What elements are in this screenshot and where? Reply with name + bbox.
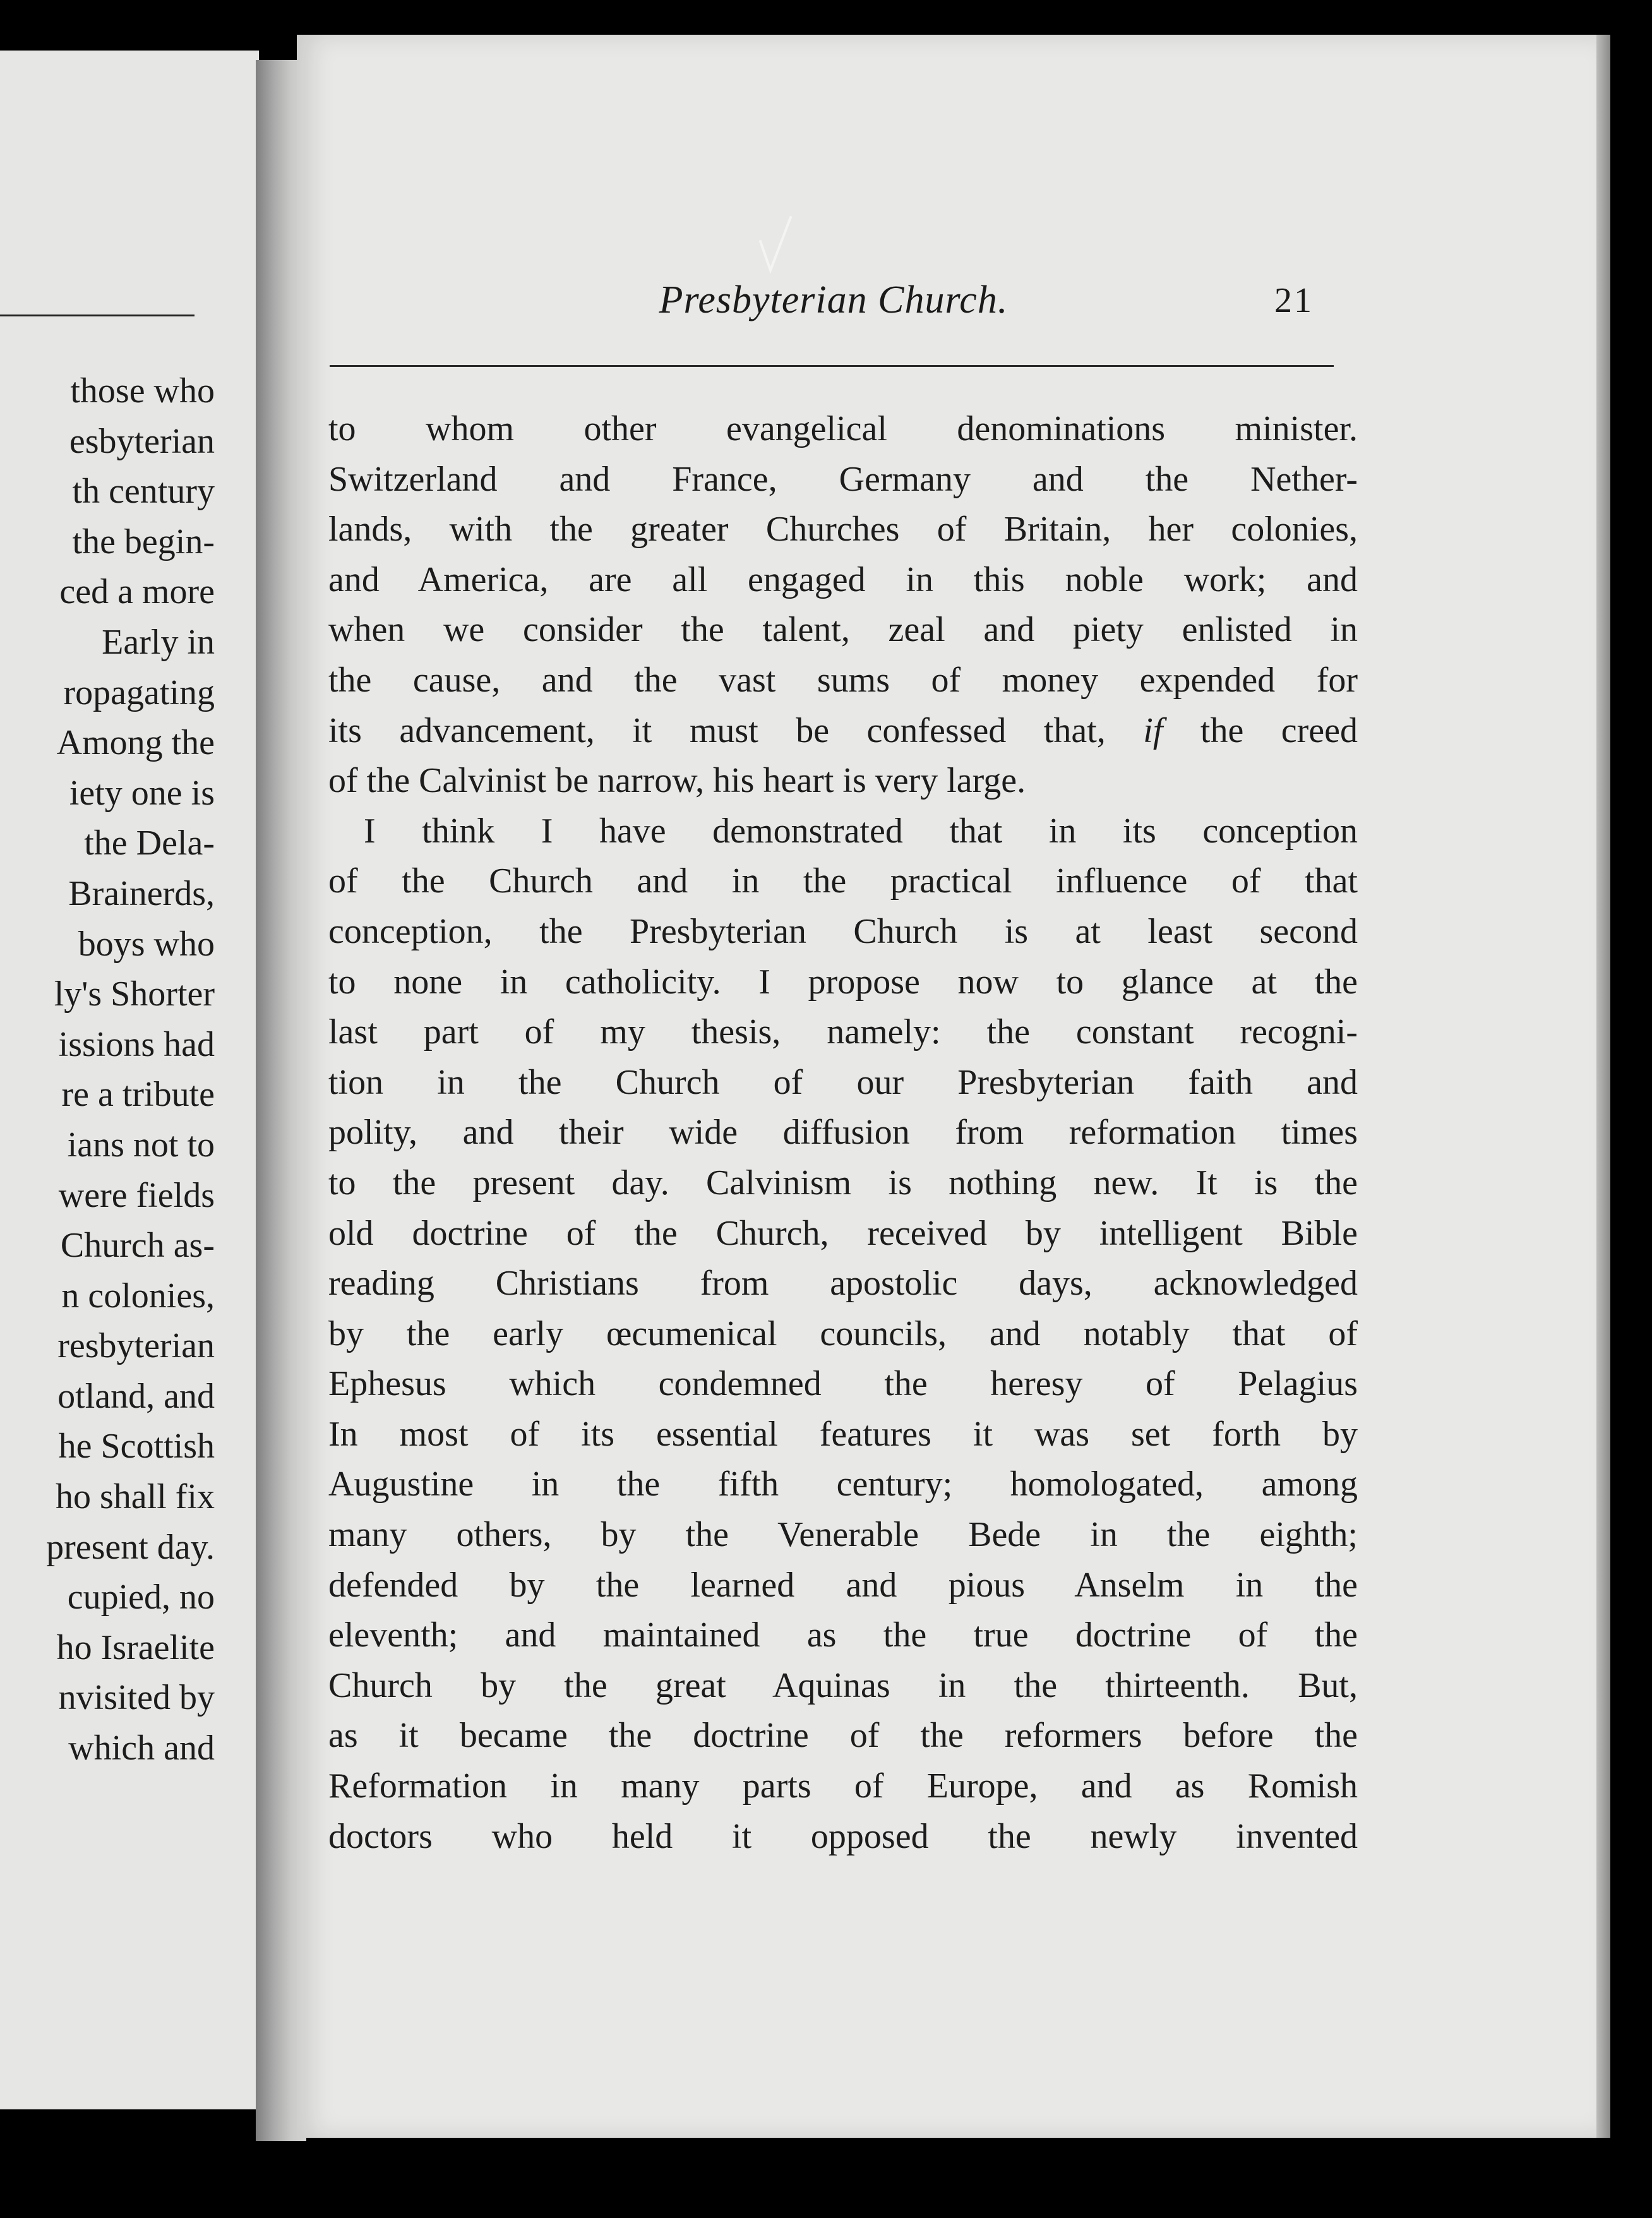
- left-header-rule: [0, 315, 195, 316]
- left-line: ly's Shorter: [54, 974, 215, 1014]
- header-rule: [330, 365, 1334, 367]
- text-line: In most of its essential features it was set forth by: [328, 1414, 1358, 1454]
- text-fragment: the creed: [1163, 710, 1358, 750]
- text-line: defended by the learned and pious Anselm in the: [328, 1565, 1358, 1605]
- text-line: doctors who held it opposed the newly invented: [328, 1816, 1358, 1856]
- text-line: Switzerland and France, Germany and the Nether-: [328, 459, 1358, 499]
- left-line: Brainerds,: [68, 873, 215, 913]
- left-line: th century: [72, 472, 215, 512]
- running-title: Presbyterian Church.: [659, 279, 1009, 321]
- page-edge-shadow: [1596, 35, 1610, 2138]
- left-line: Church as-: [60, 1226, 215, 1266]
- page-body: [328, 404, 1358, 1862]
- text-line: and America, are all engaged in this noble work; and: [328, 560, 1358, 599]
- text-line: polity, and their wide diffusion from reformation times: [328, 1113, 1358, 1153]
- left-line: present day.: [46, 1527, 215, 1567]
- text-line: to the present day. Calvinism is nothing new. It is the: [328, 1163, 1358, 1202]
- text-line: the cause, and the vast sums of money expended for: [328, 660, 1358, 700]
- left-line: Among the: [56, 723, 215, 763]
- left-line: were fields: [58, 1175, 215, 1215]
- left-line: the begin-: [72, 522, 215, 561]
- left-line: ho Israelite: [56, 1628, 215, 1667]
- text-line: old doctrine of the Church, received by intelligent Bible: [328, 1213, 1358, 1253]
- left-line: ians not to: [67, 1125, 215, 1165]
- italic-word: if: [1143, 710, 1163, 750]
- left-line: resbyterian: [57, 1326, 215, 1366]
- left-page-text: [0, 366, 215, 1774]
- text-line: I think I have demonstrated that in its conception: [364, 811, 1358, 851]
- text-fragment: its advancement, it must be confessed that,: [328, 710, 1144, 750]
- text-line: [328, 706, 1358, 757]
- text-line: to whom other evangelical denominations minister.: [328, 409, 1358, 448]
- left-line: esbyterian: [69, 421, 215, 461]
- left-line: boys who: [78, 924, 215, 964]
- left-facing-page: [0, 51, 259, 2109]
- left-line: ced a more: [59, 572, 215, 612]
- left-line: ho shall fix: [56, 1477, 215, 1517]
- text-line: last part of my thesis, namely: the constant recogni-: [328, 1012, 1358, 1052]
- left-line: nvisited by: [58, 1678, 215, 1718]
- text-line: when we consider the talent, zeal and piety enlisted in: [328, 610, 1358, 650]
- left-line: cupied, no: [67, 1578, 215, 1617]
- left-line: iety one is: [69, 773, 215, 813]
- left-line: re a tribute: [61, 1075, 215, 1115]
- text-line: lands, with the greater Churches of Britain, her colonies,: [328, 510, 1358, 549]
- text-line: tion in the Church of our Presbyterian faith and: [328, 1062, 1358, 1102]
- left-line: otland, and: [57, 1376, 215, 1416]
- text-line: Reformation in many parts of Europe, and as Romish: [328, 1766, 1358, 1806]
- text-line: eleventh; and maintained as the true doctrine of the: [328, 1616, 1358, 1655]
- text-line: to none in catholicity. I propose now to glance at the: [328, 962, 1358, 1002]
- text-line: reading Christians from apostolic days, acknowledged: [328, 1264, 1358, 1304]
- left-line: which and: [68, 1729, 215, 1768]
- text-line: Church by the great Aquinas in the thirteenth. But,: [328, 1665, 1358, 1705]
- text-line: many others, by the Venerable Bede in the eighth;: [328, 1515, 1358, 1555]
- left-line: ropagating: [63, 673, 215, 712]
- left-line: n colonies,: [61, 1276, 215, 1316]
- text-line: of the Calvinist be narrow, his heart is very large.: [328, 761, 1026, 801]
- text-line: by the early œcumenical councils, and notably that of: [328, 1314, 1358, 1353]
- left-line: the Dela-: [84, 824, 215, 863]
- text-line: Augustine in the fifth century; homologated, among: [328, 1465, 1358, 1504]
- running-header: [328, 278, 1339, 328]
- text-line: as it became the doctrine of the reformers before the: [328, 1716, 1358, 1756]
- pencil-check-mark: [757, 215, 794, 278]
- left-line: he Scottish: [58, 1427, 215, 1466]
- left-line: Early in: [102, 622, 215, 662]
- left-line: issions had: [58, 1024, 215, 1064]
- left-line: those who: [70, 371, 215, 411]
- page-number: 21: [1274, 281, 1314, 320]
- text-line: Ephesus which condemned the heresy of Pelagius: [328, 1364, 1358, 1404]
- text-line: of the Church and in the practical influence of that: [328, 861, 1358, 901]
- text-line: conception, the Presbyterian Church is at least second: [328, 911, 1358, 951]
